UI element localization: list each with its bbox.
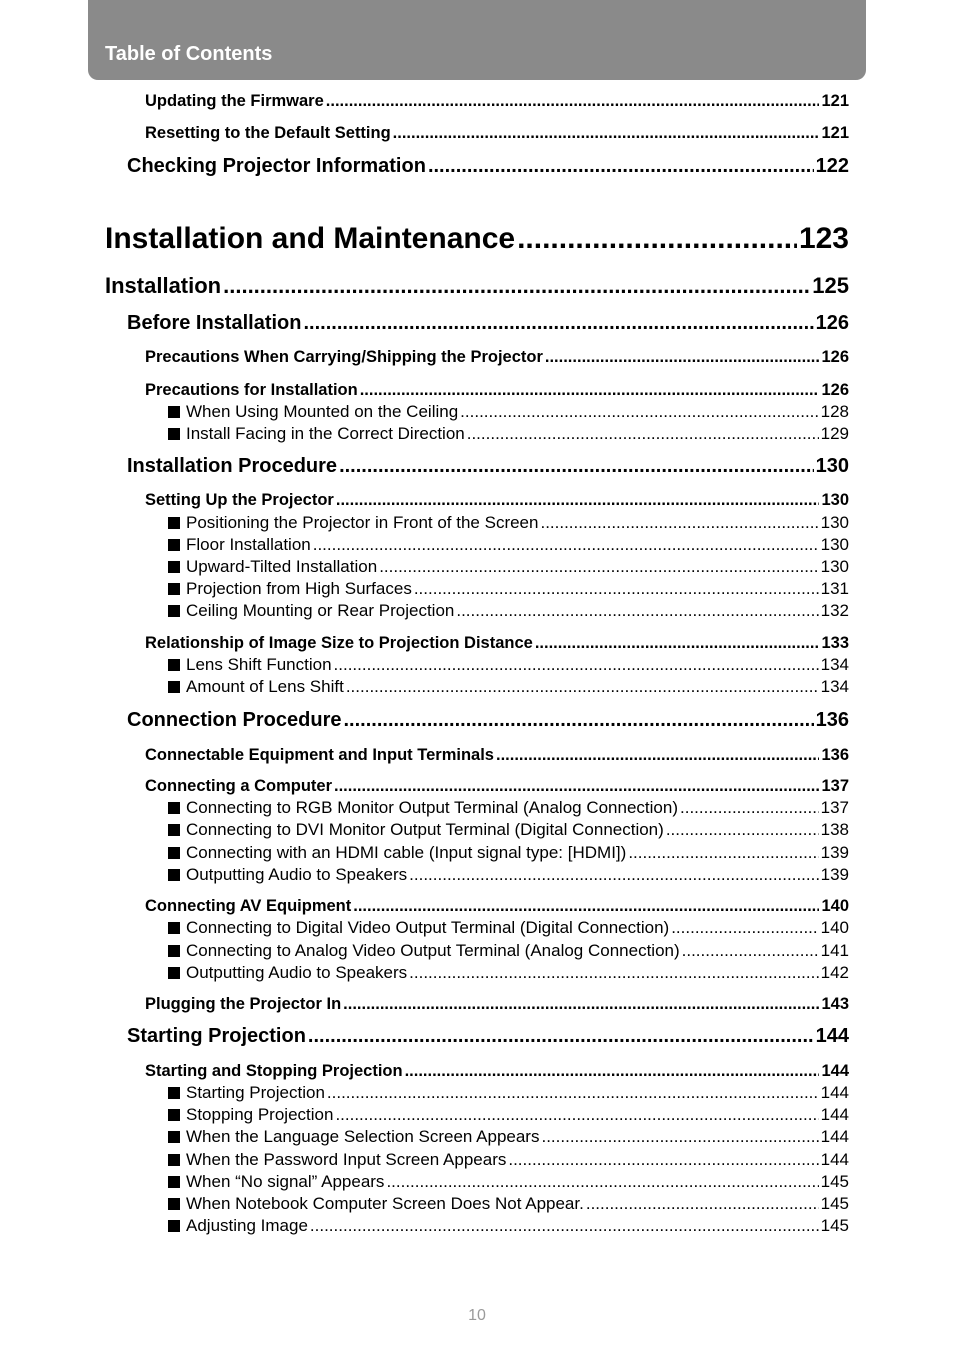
dot-leader	[386, 1171, 818, 1193]
toc-entry[interactable]	[145, 346, 849, 368]
toc-entry[interactable]	[145, 775, 849, 797]
page-ref: 130	[820, 513, 849, 532]
dot-leader	[223, 272, 810, 300]
page-ref: 140	[821, 897, 849, 915]
item-title: Positioning the Projector in Front of the Screen	[186, 513, 539, 532]
topic-title: Plugging the Projector In	[145, 995, 342, 1013]
page-ref: 145	[820, 1172, 849, 1191]
dot-leader	[339, 453, 814, 479]
chapter-title: Installation and Maintenance	[105, 222, 516, 255]
item-title: Amount of Lens Shift	[186, 677, 344, 696]
page-ref: 121	[821, 124, 849, 142]
square-bullet-icon	[168, 824, 180, 836]
topic-title: Resetting to the Default Setting	[145, 124, 391, 142]
page-ref: 130	[815, 455, 849, 477]
dot-leader	[428, 153, 814, 179]
item-title: Outputting Audio to Speakers	[186, 963, 408, 982]
square-bullet-icon	[168, 1087, 180, 1099]
topic-title: Relationship of Image Size to Projection Distance	[145, 634, 533, 652]
toc-entry[interactable]	[145, 379, 849, 401]
item-title: Connecting to Digital Video Output Terminal (Digital Connection)	[186, 918, 670, 937]
toc-entry[interactable]	[168, 654, 849, 676]
topic-title: Starting and Stopping Projection	[145, 1062, 403, 1080]
toc-entry[interactable]	[168, 1104, 849, 1126]
item-title: Projection from High Surfaces	[186, 579, 412, 598]
dot-leader	[353, 895, 819, 917]
toc-entry[interactable]	[168, 940, 849, 962]
square-bullet-icon	[168, 945, 180, 957]
square-bullet-icon	[168, 428, 180, 440]
page-ref: 144	[821, 1062, 849, 1080]
toc-entry[interactable]	[168, 917, 849, 939]
item-title: When Using Mounted on the Ceiling	[186, 402, 459, 421]
square-bullet-icon	[168, 605, 180, 617]
square-bullet-icon	[168, 583, 180, 595]
subsection-title: Installation Procedure	[127, 455, 338, 477]
toc-entry[interactable]	[145, 489, 849, 511]
page-ref: 130	[820, 535, 849, 554]
square-bullet-icon	[168, 1131, 180, 1143]
page-ref: 141	[820, 941, 849, 960]
item-title: When the Password Input Screen Appears	[186, 1150, 507, 1169]
page-ref: 134	[820, 655, 849, 674]
toc-entry[interactable]	[168, 819, 849, 841]
toc-entry[interactable]	[127, 453, 849, 479]
toc-entry[interactable]	[168, 556, 849, 578]
item-title: When “No signal” Appears	[186, 1172, 385, 1191]
toc-entry[interactable]	[105, 221, 849, 257]
square-bullet-icon	[168, 967, 180, 979]
dot-leader	[335, 1104, 818, 1126]
dot-leader	[508, 1149, 818, 1171]
item-title: Lens Shift Function	[186, 655, 332, 674]
toc-entry[interactable]	[168, 1126, 849, 1148]
page-ref: 126	[821, 348, 849, 366]
toc-entry[interactable]	[127, 310, 849, 336]
dot-leader	[680, 797, 819, 819]
page-ref: 132	[820, 601, 849, 620]
page-ref: 145	[820, 1194, 849, 1213]
square-bullet-icon	[168, 659, 180, 671]
toc-entry[interactable]	[168, 512, 849, 534]
dot-leader	[682, 940, 819, 962]
subsection-title: Starting Projection	[127, 1025, 306, 1047]
toc-entry[interactable]	[168, 578, 849, 600]
toc-entry[interactable]	[168, 423, 849, 445]
dot-leader	[360, 379, 820, 401]
item-title: Upward-Tilted Installation	[186, 557, 378, 576]
dot-leader	[343, 707, 813, 733]
dot-leader	[405, 1060, 820, 1082]
item-title: When the Language Selection Screen Appears	[186, 1127, 540, 1146]
page-ref: 125	[812, 273, 849, 298]
toc-entry[interactable]	[145, 895, 849, 917]
square-bullet-icon	[168, 1109, 180, 1121]
topic-title: Updating the Firmware	[145, 92, 324, 110]
toc-entry[interactable]	[145, 1060, 849, 1082]
page-ref: 121	[821, 92, 849, 110]
toc-entry[interactable]	[105, 272, 849, 300]
square-bullet-icon	[168, 922, 180, 934]
page-ref: 133	[821, 634, 849, 652]
toc-entry[interactable]	[168, 962, 849, 984]
dot-leader	[334, 654, 819, 676]
page-ref: 144	[820, 1083, 849, 1102]
subsection-title: Connection Procedure	[127, 709, 342, 731]
square-bullet-icon	[168, 517, 180, 529]
topic-title: Connecting AV Equipment	[145, 897, 352, 915]
item-title: Connecting to Analog Video Output Terminal (Analog Connection)	[186, 941, 680, 960]
dot-leader	[303, 310, 813, 336]
page-ref: 136	[821, 746, 849, 764]
page-ref: 123	[798, 222, 849, 255]
page-ref: 144	[820, 1127, 849, 1146]
toc-entry[interactable]	[145, 122, 849, 144]
dot-leader	[460, 401, 818, 423]
page-ref: 130	[820, 557, 849, 576]
toc-entry[interactable]	[168, 600, 849, 622]
square-bullet-icon	[168, 1176, 180, 1188]
dot-leader	[409, 864, 818, 886]
topic-title: Connecting a Computer	[145, 777, 333, 795]
toc-entry[interactable]	[168, 676, 849, 698]
dot-leader	[313, 534, 819, 556]
page-number: 10	[468, 1307, 486, 1324]
item-title: Adjusting Image	[186, 1216, 308, 1235]
dot-leader	[308, 1023, 814, 1049]
page-ref: 144	[820, 1105, 849, 1124]
dot-leader	[535, 632, 820, 654]
item-title: When Notebook Computer Screen Does Not Appear.	[186, 1194, 584, 1213]
dot-leader	[586, 1193, 819, 1215]
header-title: Table of Contents	[105, 43, 273, 65]
item-title: Floor Installation	[186, 535, 311, 554]
dot-leader	[310, 1215, 819, 1237]
dot-leader	[343, 993, 819, 1015]
dot-leader	[327, 1082, 819, 1104]
page-ref: 126	[821, 381, 849, 399]
dot-leader	[666, 819, 819, 841]
dot-leader	[467, 423, 819, 445]
dot-leader	[336, 489, 820, 511]
page-ref: 126	[815, 312, 849, 334]
dot-leader	[414, 578, 819, 600]
item-title: Starting Projection	[186, 1083, 325, 1102]
page-ref: 140	[820, 918, 849, 937]
section-title: Installation	[105, 273, 222, 298]
dot-leader	[334, 775, 819, 797]
dot-leader	[326, 90, 820, 112]
page-ref: 134	[820, 677, 849, 696]
page-ref: 131	[820, 579, 849, 598]
page-ref: 142	[820, 963, 849, 982]
topic-title: Precautions When Carrying/Shipping the Projector	[145, 348, 543, 366]
page-ref: 138	[820, 820, 849, 839]
item-title: Connecting to DVI Monitor Output Terminal (Digital Connection)	[186, 820, 664, 839]
toc-entry[interactable]	[168, 534, 849, 556]
item-title: Connecting to RGB Monitor Output Terminal (Analog Connection)	[186, 798, 678, 817]
square-bullet-icon	[168, 1198, 180, 1210]
toc-entry[interactable]	[145, 90, 849, 112]
dot-leader	[628, 842, 818, 864]
toc-entry[interactable]	[168, 1193, 849, 1215]
toc-entry[interactable]	[127, 1023, 849, 1049]
page-ref: 143	[821, 995, 849, 1013]
page-ref: 137	[820, 798, 849, 817]
page-ref: 130	[821, 491, 849, 509]
dot-leader	[409, 962, 818, 984]
square-bullet-icon	[168, 561, 180, 573]
dot-leader	[671, 917, 818, 939]
page-ref: 136	[815, 709, 849, 731]
square-bullet-icon	[168, 1154, 180, 1166]
toc-entry[interactable]	[168, 864, 849, 886]
toc-entry[interactable]	[168, 1171, 849, 1193]
dot-leader	[496, 744, 819, 766]
item-title: Outputting Audio to Speakers	[186, 865, 408, 884]
square-bullet-icon	[168, 1220, 180, 1232]
square-bullet-icon	[168, 539, 180, 551]
item-title: Stopping Projection	[186, 1105, 334, 1124]
topic-title: Connectable Equipment and Input Terminals	[145, 746, 494, 764]
item-title: Ceiling Mounting or Rear Projection	[186, 601, 455, 620]
subsection-title: Before Installation	[127, 312, 302, 334]
dot-leader	[540, 512, 818, 534]
square-bullet-icon	[168, 681, 180, 693]
page-ref: 139	[820, 865, 849, 884]
page-ref: 145	[820, 1216, 849, 1235]
square-bullet-icon	[168, 802, 180, 814]
page-ref: 137	[821, 777, 849, 795]
topic-title: Setting Up the Projector	[145, 491, 334, 509]
subsection-title: Checking Projector Information	[127, 155, 426, 177]
square-bullet-icon	[168, 847, 180, 859]
dot-leader	[393, 122, 820, 144]
dot-leader	[379, 556, 818, 578]
toc-entry[interactable]	[127, 153, 849, 179]
toc-entry[interactable]	[145, 744, 849, 766]
page-ref: 122	[815, 155, 849, 177]
toc-entry[interactable]	[145, 993, 849, 1015]
topic-title: Precautions for Installation	[145, 381, 358, 399]
square-bullet-icon	[168, 869, 180, 881]
dot-leader	[456, 600, 818, 622]
toc-entry[interactable]	[168, 842, 849, 864]
dot-leader	[517, 221, 797, 257]
page-ref: 144	[820, 1150, 849, 1169]
toc-entry[interactable]	[168, 401, 849, 423]
toc-entry[interactable]	[127, 707, 849, 733]
page-ref: 144	[815, 1025, 849, 1047]
toc-entry[interactable]	[168, 1082, 849, 1104]
square-bullet-icon	[168, 406, 180, 418]
page-ref: 129	[820, 424, 849, 443]
toc-entry[interactable]	[145, 632, 849, 654]
page-ref: 139	[820, 843, 849, 862]
dot-leader	[541, 1126, 818, 1148]
dot-leader	[346, 676, 819, 698]
page-ref: 128	[820, 402, 849, 421]
item-title: Connecting with an HDMI cable (Input signal type: [HDMI])	[186, 843, 627, 862]
item-title: Install Facing in the Correct Direction	[186, 424, 465, 443]
toc-entry[interactable]	[168, 1149, 849, 1171]
dot-leader	[545, 346, 820, 368]
toc-entry[interactable]	[168, 1215, 849, 1237]
toc-entry[interactable]	[168, 797, 849, 819]
